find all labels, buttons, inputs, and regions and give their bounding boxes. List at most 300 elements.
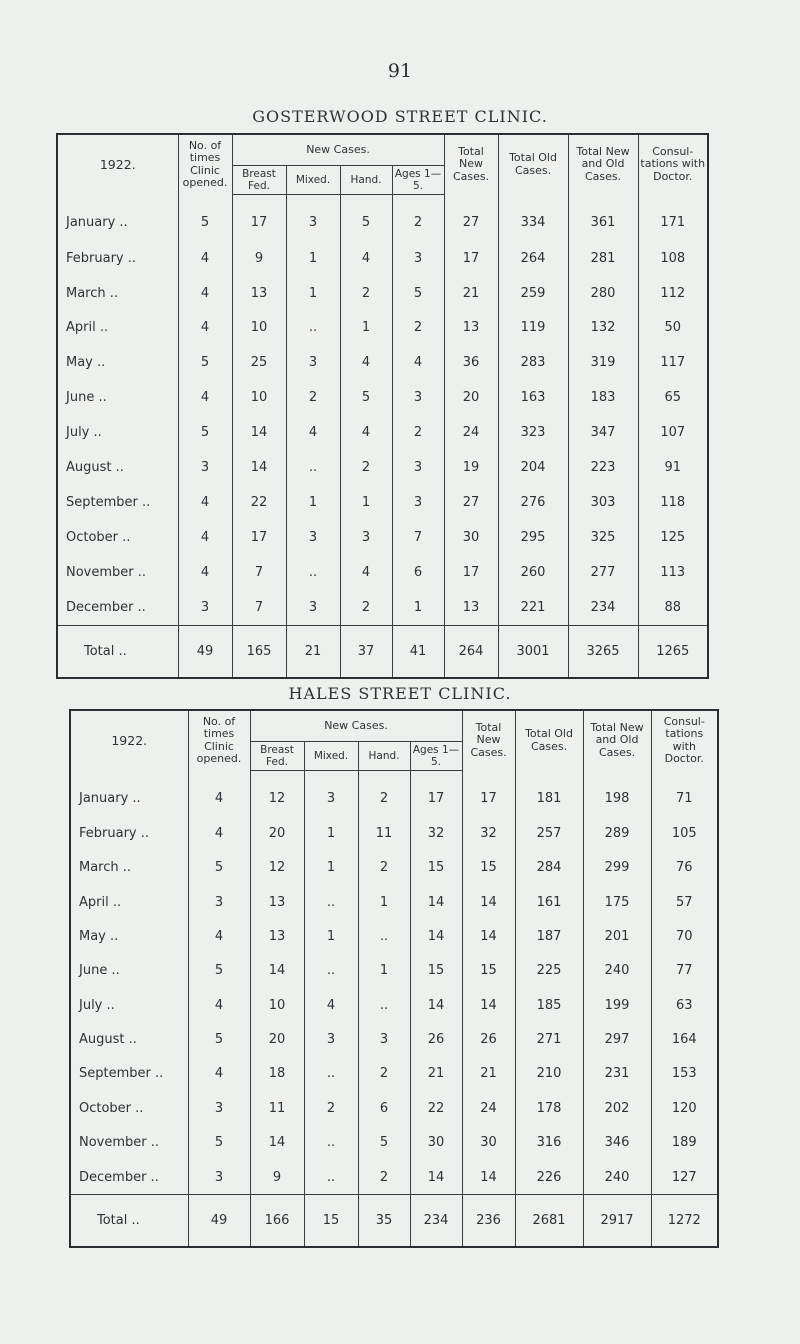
cell-value: 4 <box>214 1066 224 1082</box>
value-cell <box>358 1160 410 1195</box>
cell-value: 1 <box>326 825 336 841</box>
value-cell <box>515 1057 583 1091</box>
cell-value: 105 <box>671 825 697 841</box>
cell-value: 161 <box>536 894 562 910</box>
value-cell <box>410 988 462 1022</box>
month-label: September <box>66 494 138 510</box>
value-cell <box>568 450 638 485</box>
value-cell <box>178 241 232 276</box>
value-cell <box>188 919 250 953</box>
header-new-cases: New Cases. <box>232 134 444 166</box>
value-cell <box>178 485 232 520</box>
cell-value: 271 <box>536 1032 562 1048</box>
header-year: 1922. <box>111 732 148 748</box>
total-label-cell <box>70 1195 188 1247</box>
value-cell <box>178 195 232 241</box>
value-cell <box>340 450 392 485</box>
value-cell <box>583 850 651 884</box>
value-cell <box>232 590 286 625</box>
month-cell <box>57 241 178 276</box>
cell-value: 20 <box>268 1032 286 1048</box>
value-cell <box>410 1091 462 1125</box>
value-cell <box>304 1057 358 1091</box>
cell-value: 14 <box>250 460 268 475</box>
value-cell <box>178 311 232 346</box>
cell-value: 259 <box>520 285 546 301</box>
cell-value: 346 <box>604 1135 630 1151</box>
value-cell <box>583 1022 651 1056</box>
cell-value: 24 <box>480 1100 497 1116</box>
value-cell <box>232 555 286 590</box>
cell-value: 3 <box>413 250 423 266</box>
page-number: 91 <box>387 60 413 82</box>
cell-value: .. <box>326 894 336 910</box>
cell-value: 5 <box>214 860 224 876</box>
value-cell <box>304 885 358 919</box>
value-cell <box>568 195 638 241</box>
cell-value: 14 <box>480 1169 497 1185</box>
leader-dots: .. <box>124 1032 137 1048</box>
value-cell <box>583 1091 651 1125</box>
cell-value: 10 <box>250 320 268 336</box>
value-cell <box>304 988 358 1022</box>
month-cell <box>57 415 178 450</box>
total-value-cell <box>568 625 638 678</box>
total-value-cell <box>583 1195 651 1247</box>
value-cell <box>340 590 392 625</box>
header-hand: Hand. <box>358 742 410 771</box>
value-cell <box>340 241 392 276</box>
value-cell <box>286 415 340 450</box>
table-row <box>70 816 718 850</box>
value-cell <box>462 954 515 988</box>
value-cell <box>250 1126 304 1160</box>
cell-value: .. <box>326 1169 336 1185</box>
cell-value: 1 <box>308 494 318 510</box>
total-value: 3001 <box>516 643 550 659</box>
leader-dots: .. <box>131 1100 144 1116</box>
cell-value: 3 <box>379 1032 389 1048</box>
cell-value: 107 <box>660 425 686 441</box>
cell-value: 3 <box>308 215 318 231</box>
table-row <box>57 555 708 590</box>
value-cell <box>498 380 568 415</box>
cell-value: 22 <box>427 1100 445 1116</box>
cell-value: 3 <box>214 894 224 910</box>
value-cell <box>340 485 392 520</box>
value-cell <box>651 919 718 953</box>
value-cell <box>651 885 718 919</box>
gosterwood-title: GOSTERWOOD STREET CLINIC. <box>252 107 548 126</box>
cell-value: 14 <box>480 997 497 1013</box>
cell-value: 5 <box>214 1135 224 1151</box>
value-cell <box>444 241 498 276</box>
cell-value: 4 <box>361 250 371 266</box>
value-cell <box>462 850 515 884</box>
cell-value: 17 <box>427 791 445 807</box>
table-row <box>57 485 708 520</box>
total-value-cell <box>178 625 232 678</box>
cell-value: 26 <box>480 1032 497 1048</box>
month-label: January <box>79 790 129 806</box>
value-cell <box>286 380 340 415</box>
cell-value: 13 <box>462 320 480 336</box>
cell-value: 13 <box>268 928 286 944</box>
cell-value: 20 <box>462 390 480 406</box>
table-row <box>57 380 708 415</box>
cell-value: 223 <box>590 460 616 475</box>
cell-value: 2 <box>379 1169 389 1185</box>
month-label: May <box>66 355 93 371</box>
month-label: May <box>79 928 106 944</box>
header-total-old: Total Old Cases. <box>498 134 568 195</box>
cell-value: 4 <box>200 285 210 301</box>
table-row <box>57 345 708 380</box>
cell-value: 88 <box>664 599 682 615</box>
cell-value: 125 <box>660 529 686 545</box>
month-label: August <box>79 1032 125 1048</box>
value-cell <box>250 850 304 884</box>
month-label: June <box>66 390 95 406</box>
cell-value: 2 <box>361 460 371 475</box>
value-cell <box>392 520 444 555</box>
cell-value: 2 <box>379 860 389 876</box>
header-mixed: Mixed. <box>304 742 358 771</box>
cell-value: 283 <box>520 355 546 371</box>
total-value: 264 <box>458 643 484 659</box>
cell-value: 9 <box>272 1169 282 1185</box>
month-cell <box>57 380 178 415</box>
value-cell <box>304 919 358 953</box>
cell-value: .. <box>326 963 336 979</box>
table-row <box>57 311 708 346</box>
cell-value: 281 <box>590 250 616 266</box>
value-cell <box>462 1057 515 1091</box>
value-cell <box>651 954 718 988</box>
total-value-cell <box>340 625 392 678</box>
value-cell <box>250 919 304 953</box>
cell-value: 5 <box>379 1135 389 1151</box>
value-cell <box>568 276 638 311</box>
table-row <box>70 1022 718 1056</box>
month-cell <box>70 1126 188 1160</box>
cell-value: 295 <box>520 529 546 545</box>
cell-value: 14 <box>480 894 497 910</box>
value-cell <box>392 345 444 380</box>
month-cell <box>70 850 188 884</box>
value-cell <box>250 1091 304 1125</box>
cell-value: 14 <box>427 928 445 944</box>
cell-value: .. <box>326 1066 336 1082</box>
hales-table <box>69 709 719 1248</box>
value-cell <box>340 276 392 311</box>
cell-value: 361 <box>590 215 616 231</box>
cell-value: 2 <box>413 320 423 336</box>
value-cell <box>515 771 583 816</box>
total-value: 2917 <box>600 1213 634 1229</box>
value-cell <box>638 555 708 590</box>
cell-value: 113 <box>660 564 686 580</box>
value-cell <box>304 1022 358 1056</box>
value-cell <box>286 195 340 241</box>
value-cell <box>358 988 410 1022</box>
cell-value: .. <box>379 997 389 1013</box>
value-cell <box>638 241 708 276</box>
cell-value: 240 <box>604 963 630 979</box>
value-cell <box>568 380 638 415</box>
cell-value: 4 <box>200 320 210 336</box>
cell-value: 1 <box>379 894 389 910</box>
value-cell <box>498 485 568 520</box>
cell-value: 4 <box>200 390 210 406</box>
table-row <box>70 771 718 816</box>
value-cell <box>498 195 568 241</box>
cell-value: 10 <box>250 390 268 406</box>
value-cell <box>250 988 304 1022</box>
value-cell <box>462 1160 515 1195</box>
header-total-new: Total New Cases. <box>462 710 515 771</box>
value-cell <box>583 771 651 816</box>
value-cell <box>651 988 718 1022</box>
value-cell <box>250 771 304 816</box>
hales-title: HALES STREET CLINIC. <box>288 684 512 703</box>
cell-value: 30 <box>427 1135 445 1151</box>
cell-value: 15 <box>480 860 497 876</box>
total-value-cell <box>444 625 498 678</box>
cell-value: 17 <box>462 250 480 266</box>
leader-dots: .. <box>118 860 132 876</box>
month-label: February <box>66 250 124 266</box>
value-cell <box>498 276 568 311</box>
value-cell <box>410 1126 462 1160</box>
cell-value: 12 <box>268 791 286 807</box>
value-cell <box>568 241 638 276</box>
cell-value: 21 <box>462 285 480 301</box>
value-cell <box>583 954 651 988</box>
cell-value: 257 <box>536 825 562 841</box>
total-value: 234 <box>423 1213 449 1229</box>
value-cell <box>444 485 498 520</box>
cell-value: 153 <box>671 1066 697 1082</box>
value-cell <box>638 415 708 450</box>
total-value: 49 <box>196 643 214 659</box>
cell-value: 3 <box>200 460 210 475</box>
value-cell <box>250 1022 304 1056</box>
cell-value: 4 <box>200 564 210 580</box>
value-cell <box>304 1126 358 1160</box>
value-cell <box>498 520 568 555</box>
value-cell <box>250 885 304 919</box>
total-value: 236 <box>476 1213 501 1229</box>
value-cell <box>651 1160 718 1195</box>
leader-dots: .. <box>114 643 127 659</box>
value-cell <box>232 450 286 485</box>
value-cell <box>583 1057 651 1091</box>
header-new-cases: New Cases. <box>250 710 462 742</box>
cell-value: 199 <box>604 997 630 1013</box>
cell-value: 2 <box>379 1066 389 1082</box>
value-cell <box>392 415 444 450</box>
total-value: 15 <box>322 1213 340 1229</box>
value-cell <box>358 816 410 850</box>
value-cell <box>410 885 462 919</box>
value-cell <box>651 771 718 816</box>
leader-dots: .. <box>92 355 106 371</box>
month-cell <box>70 885 188 919</box>
cell-value: 4 <box>361 355 371 371</box>
value-cell <box>358 885 410 919</box>
value-cell <box>178 415 232 450</box>
cell-value: 15 <box>480 963 497 979</box>
total-value: 166 <box>264 1213 290 1229</box>
cell-value: 1 <box>361 494 371 510</box>
cell-value: 2 <box>413 215 423 231</box>
leader-dots: .. <box>128 790 141 806</box>
cell-value: 1 <box>379 963 389 979</box>
cell-value: 4 <box>361 564 371 580</box>
month-cell <box>70 816 188 850</box>
leader-dots: .. <box>107 963 120 979</box>
value-cell <box>188 1126 250 1160</box>
value-cell <box>410 1160 462 1195</box>
value-cell <box>188 988 250 1022</box>
cell-value: 14 <box>427 1169 445 1185</box>
cell-value: 185 <box>536 997 562 1013</box>
value-cell <box>638 590 708 625</box>
value-cell <box>358 771 410 816</box>
table-row <box>70 988 718 1022</box>
cell-value: 36 <box>462 355 480 371</box>
cell-value: 4 <box>361 425 371 441</box>
cell-value: 303 <box>590 494 616 510</box>
total-value-cell <box>392 625 444 678</box>
cell-value: 276 <box>520 494 546 510</box>
cell-value: 7 <box>254 564 264 580</box>
total-value-cell <box>651 1195 718 1247</box>
cell-value: 27 <box>462 494 480 510</box>
header-breast-fed: Breast Fed. <box>232 166 286 195</box>
cell-value: 4 <box>308 425 318 441</box>
month-cell <box>57 345 178 380</box>
total-value-cell <box>638 625 708 678</box>
table-row <box>57 195 708 241</box>
value-cell <box>462 816 515 850</box>
cell-value: 5 <box>200 215 210 231</box>
value-cell <box>583 1160 651 1195</box>
total-label: Total <box>84 643 115 659</box>
value-cell <box>651 1091 718 1125</box>
table-row <box>70 1160 718 1195</box>
cell-value: 132 <box>590 320 616 336</box>
value-cell <box>498 555 568 590</box>
value-cell <box>568 345 638 380</box>
value-cell <box>444 380 498 415</box>
cell-value: 316 <box>536 1135 562 1151</box>
cell-value: 231 <box>604 1066 630 1082</box>
value-cell <box>462 771 515 816</box>
cell-value: 4 <box>200 529 210 545</box>
leader-dots: .. <box>118 529 131 545</box>
value-cell <box>498 450 568 485</box>
table-row <box>70 919 718 953</box>
cell-value: 32 <box>480 825 497 841</box>
leader-dots: .. <box>150 1066 164 1082</box>
value-cell <box>340 311 392 346</box>
value-cell <box>515 816 583 850</box>
total-value: 21 <box>304 643 322 659</box>
value-cell <box>638 485 708 520</box>
table-row <box>57 276 708 311</box>
month-label: January <box>66 215 116 231</box>
cell-value: 299 <box>604 860 630 876</box>
header-consultations: Consul- tations with Doctor. <box>638 134 708 195</box>
cell-value: 108 <box>660 250 686 266</box>
table-row <box>70 954 718 988</box>
leader-dots: .. <box>136 825 150 841</box>
value-cell <box>462 1091 515 1125</box>
total-value-cell <box>515 1195 583 1247</box>
cell-value: 4 <box>214 790 224 806</box>
cell-value: 323 <box>520 425 546 441</box>
value-cell <box>392 590 444 625</box>
month-cell <box>70 1057 188 1091</box>
cell-value: 3 <box>326 791 336 807</box>
cell-value: 20 <box>268 825 286 841</box>
header-breast-fed: Breast Fed. <box>250 742 304 771</box>
cell-value: 2 <box>413 425 423 441</box>
cell-value: 3 <box>413 494 423 510</box>
table-row <box>57 520 708 555</box>
cell-value: 181 <box>536 790 562 806</box>
value-cell <box>638 276 708 311</box>
month-label: October <box>79 1100 132 1116</box>
cell-value: 175 <box>604 894 630 910</box>
cell-value: 17 <box>462 564 480 580</box>
value-cell <box>410 954 462 988</box>
total-value: 1265 <box>656 643 690 659</box>
total-value: 165 <box>246 643 272 659</box>
leader-dots: .. <box>137 494 151 510</box>
value-cell <box>651 1126 718 1160</box>
value-cell <box>188 850 250 884</box>
value-cell <box>410 850 462 884</box>
value-cell <box>392 555 444 590</box>
value-cell <box>651 850 718 884</box>
value-cell <box>188 885 250 919</box>
value-cell <box>515 850 583 884</box>
cell-value: 289 <box>604 825 630 841</box>
value-cell <box>304 850 358 884</box>
value-cell <box>358 1091 410 1125</box>
header-consultations: Consul- tations with Doctor. <box>651 710 718 771</box>
total-value: 37 <box>357 643 375 659</box>
cell-value: 7 <box>254 599 264 615</box>
value-cell <box>340 345 392 380</box>
value-cell <box>340 195 392 241</box>
cell-value: 5 <box>200 355 210 371</box>
total-value-cell <box>358 1195 410 1247</box>
cell-value: 13 <box>250 285 268 301</box>
value-cell <box>188 1160 250 1195</box>
cell-value: 178 <box>536 1100 562 1116</box>
value-cell <box>638 345 708 380</box>
value-cell <box>515 988 583 1022</box>
value-cell <box>410 1057 462 1091</box>
cell-value: 3 <box>308 599 318 615</box>
cell-value: 3 <box>308 529 318 545</box>
cell-value: 76 <box>675 860 693 876</box>
cell-value: .. <box>379 928 389 944</box>
